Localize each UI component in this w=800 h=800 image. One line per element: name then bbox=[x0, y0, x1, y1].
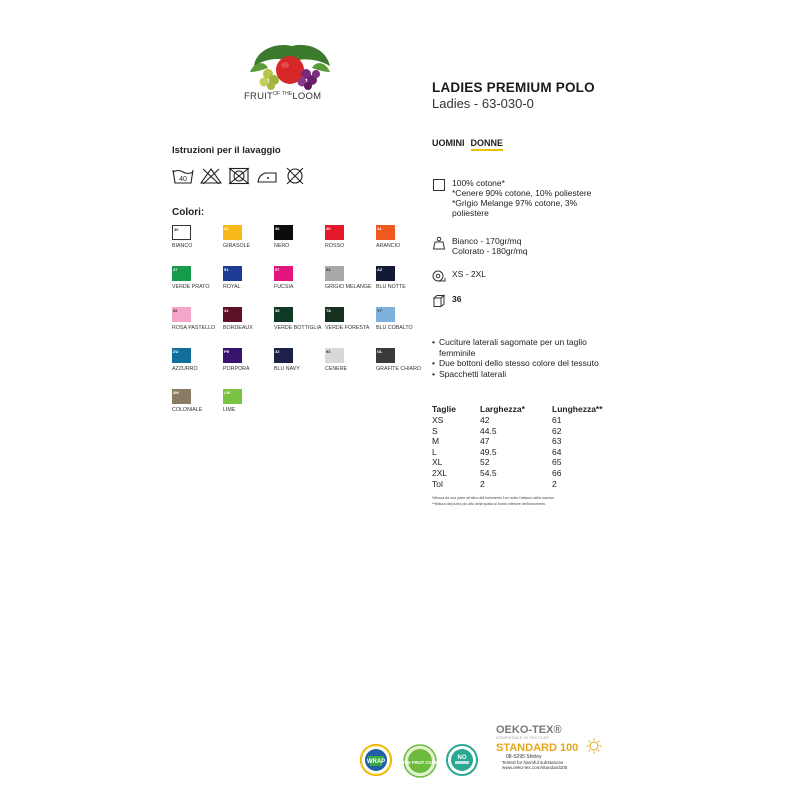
iron-low-icon bbox=[256, 167, 278, 185]
swatch-color-box bbox=[274, 225, 293, 240]
swatch-code: 41 bbox=[224, 308, 229, 313]
swatch-name: BLU NOTTE bbox=[376, 284, 406, 290]
fruit-code-icon bbox=[403, 744, 437, 778]
swatch-color-box bbox=[172, 307, 191, 322]
size-table-cell: XS bbox=[432, 415, 444, 425]
swatch-name: COLONIALE bbox=[172, 407, 203, 413]
swatch-code: YT bbox=[377, 308, 383, 313]
no-badge bbox=[446, 744, 478, 776]
size-table-row bbox=[432, 426, 612, 437]
feature-item: • Spacchetti laterali bbox=[432, 369, 599, 380]
fabric-text bbox=[452, 178, 591, 218]
footnote-width: *Misura da una parte all'altra dell'indumento 1cm sotto l'attacco della manica bbox=[432, 496, 554, 500]
swatch-name: PORPORA bbox=[223, 366, 250, 372]
colors-title: Colori: bbox=[172, 207, 205, 218]
features-list bbox=[432, 337, 599, 379]
size-table-cell: 64 bbox=[552, 446, 562, 457]
size-table-cell: M bbox=[432, 436, 440, 447]
size-table-cell: Tol bbox=[432, 478, 443, 489]
size-table-cell: 2 bbox=[552, 478, 557, 489]
swatch-code: LM bbox=[224, 390, 230, 395]
svg-text:40: 40 bbox=[179, 176, 187, 183]
sizes-spec bbox=[432, 269, 486, 283]
svg-text:THE FRUIT CODE: THE FRUIT CODE bbox=[403, 760, 437, 765]
swatch-color-box bbox=[325, 266, 344, 281]
swatch-color-box bbox=[223, 307, 242, 322]
no-dry-clean-icon bbox=[284, 167, 306, 185]
color-swatch[interactable] bbox=[376, 348, 436, 376]
oeko-title: OEKO-TEX® bbox=[496, 724, 562, 736]
gender-tabs bbox=[432, 138, 503, 151]
size-table-row bbox=[432, 468, 612, 479]
swatch-color-box bbox=[376, 348, 395, 363]
swatch-color-box bbox=[172, 225, 191, 240]
swatch-name: AZZURRO bbox=[172, 366, 198, 372]
fruit-code-badge bbox=[403, 744, 435, 776]
color-swatch[interactable] bbox=[223, 389, 283, 417]
swatch-name: BORDEAUX bbox=[223, 325, 253, 331]
fabric-line: poliestere bbox=[452, 208, 489, 218]
no-bleach-icon bbox=[200, 167, 222, 185]
fabric-line: 100% cotone* bbox=[452, 178, 505, 188]
product-title: LADIES PREMIUM POLO bbox=[432, 80, 595, 95]
swatch-color-box bbox=[376, 307, 395, 322]
swatch-code: AZ bbox=[377, 267, 383, 272]
header-length: Lunghezza** bbox=[552, 404, 603, 414]
footnote-length: **Misura dal punto più alto della spalla al bordo inferiore dell'indumento. bbox=[432, 502, 546, 506]
swatch-code: GL bbox=[377, 349, 383, 354]
swatch-code: 93 bbox=[326, 349, 331, 354]
tab-uomini[interactable]: UOMINI bbox=[432, 138, 465, 148]
weight-text bbox=[452, 236, 528, 256]
swatch-code: 32 bbox=[275, 349, 280, 354]
size-table-cell: 47 bbox=[480, 436, 490, 447]
swatch-color-box bbox=[274, 266, 293, 281]
size-table-cell: 62 bbox=[552, 425, 562, 436]
swatch-color-box bbox=[376, 225, 395, 240]
weight-icon bbox=[432, 236, 446, 250]
swatch-color-box bbox=[274, 307, 293, 322]
size-table-row bbox=[432, 479, 612, 490]
size-table-cell: XL bbox=[432, 457, 443, 468]
swatch-name: GRIGIO MELANGE bbox=[325, 284, 372, 290]
oeko-tested: Tested for harmful substances bbox=[502, 760, 564, 765]
swatch-name: NERO bbox=[274, 243, 290, 249]
swatch-code: 57 bbox=[275, 267, 280, 272]
swatch-color-box bbox=[325, 225, 344, 240]
wrap-badge bbox=[360, 744, 392, 776]
swatch-code: 52 bbox=[173, 308, 178, 313]
size-table-cell: 61 bbox=[552, 415, 562, 425]
size-table-cell: 2 bbox=[480, 478, 485, 489]
fabric-spec bbox=[432, 178, 591, 218]
swatch-color-box bbox=[172, 389, 191, 404]
swatch-color-box bbox=[325, 348, 344, 363]
swatch-code: 30 bbox=[174, 227, 179, 232]
color-swatch[interactable] bbox=[376, 225, 436, 253]
wrap-logo-icon bbox=[360, 744, 392, 776]
oeko-id: 08-S295 Shirley bbox=[506, 754, 542, 760]
feature-item: femminile bbox=[439, 347, 476, 358]
swatch-code: 44 bbox=[377, 226, 382, 231]
size-table-row bbox=[432, 447, 612, 458]
swatch-code: 34 bbox=[224, 226, 229, 231]
size-tape-icon bbox=[432, 269, 446, 283]
weight-line: Colorato - 180gr/mq bbox=[452, 246, 528, 256]
oeko-url: www.oeko-tex.com/standard100 bbox=[502, 765, 568, 770]
size-table bbox=[432, 403, 612, 489]
swatch-code: PE bbox=[224, 349, 230, 354]
swatch-code: 47 bbox=[173, 267, 178, 272]
size-table-row bbox=[432, 457, 612, 468]
oeko-subtitle: CONFIDENCE IN TEXTILES bbox=[496, 736, 549, 740]
fabric-icon bbox=[432, 178, 446, 192]
swatch-name: BLU COBALTO bbox=[376, 325, 413, 331]
size-table-row bbox=[432, 436, 612, 447]
weight-spec bbox=[432, 236, 528, 256]
sizes-text: XS - 2XL bbox=[452, 269, 487, 279]
svg-text:WRAP: WRAP bbox=[366, 759, 386, 765]
svg-text:NO: NO bbox=[457, 755, 467, 761]
size-table-cell: 52 bbox=[480, 457, 490, 468]
swatch-name: BLU NAVY bbox=[274, 366, 300, 372]
swatch-code: 36 bbox=[275, 226, 280, 231]
swatch-color-box bbox=[223, 389, 242, 404]
oeko-sun-icon bbox=[586, 738, 602, 754]
size-table-cell: 42 bbox=[480, 415, 490, 425]
wash-instructions-title: Istruzioni per il lavaggio bbox=[172, 145, 281, 156]
size-table-cell: 49.5 bbox=[480, 446, 497, 457]
weight-line: Bianco - 170gr/mq bbox=[452, 236, 522, 246]
swatch-color-box bbox=[274, 348, 293, 363]
swatch-code: 40 bbox=[326, 226, 331, 231]
size-table-row bbox=[432, 415, 612, 426]
swatch-color-box bbox=[172, 266, 191, 281]
swatch-color-box bbox=[223, 225, 242, 240]
size-table-header bbox=[432, 403, 612, 415]
swatch-color-box bbox=[223, 266, 242, 281]
size-table-cell: 66 bbox=[552, 467, 562, 478]
tab-donne[interactable]: DONNE bbox=[471, 138, 504, 151]
swatch-name: ROSA PASTELLO bbox=[172, 325, 216, 331]
swatch-color-box bbox=[376, 266, 395, 281]
pack-spec bbox=[432, 294, 461, 308]
no-tumble-dry-icon bbox=[228, 167, 250, 185]
box-icon bbox=[432, 294, 446, 308]
feature-item: • Cuciture laterali sagomate per un taglio bbox=[432, 337, 599, 348]
swatch-name: VERDE BOTTIGLIA bbox=[274, 325, 322, 331]
size-table-cell: 63 bbox=[552, 436, 562, 447]
swatch-name: ROYAL bbox=[223, 284, 241, 290]
swatch-code: 3M bbox=[173, 390, 179, 395]
fruit-cluster-icon bbox=[246, 40, 334, 90]
wash-icons bbox=[172, 167, 306, 185]
color-swatch[interactable] bbox=[376, 266, 436, 294]
swatch-name: GRAFITE CHIARO bbox=[376, 366, 422, 372]
swatch-name: BIANCO bbox=[172, 243, 193, 249]
size-table-cell: 44.5 bbox=[480, 425, 497, 436]
oeko-standard: STANDARD 100 bbox=[496, 742, 579, 754]
swatch-name: VERDE PRATO bbox=[172, 284, 210, 290]
pack-text: 36 bbox=[452, 294, 462, 304]
swatch-name: ROSSO bbox=[325, 243, 345, 249]
fabric-line: *Grigio Melange 97% cotone, 3% bbox=[452, 198, 578, 208]
brand-wordmark: $FRUIT^{OF THE}LOOM$ bbox=[244, 91, 322, 103]
no-chemicals-icon bbox=[446, 744, 478, 776]
wash-40-icon bbox=[172, 167, 194, 185]
swatch-name: GIRASOLE bbox=[223, 243, 251, 249]
swatch-color-box bbox=[223, 348, 242, 363]
feature-item: • Due bottoni dello stesso colore del tessuto bbox=[432, 358, 599, 369]
size-table-cell: S bbox=[432, 425, 438, 436]
swatch-name: VERDE FORESTA bbox=[325, 325, 370, 331]
swatch-name: CENERE bbox=[325, 366, 348, 372]
swatch-code: 51 bbox=[224, 267, 229, 272]
swatch-name: ARANCIO bbox=[376, 243, 401, 249]
size-table-cell: 54.5 bbox=[480, 467, 497, 478]
swatch-code: ZU bbox=[173, 349, 179, 354]
swatch-code: TA bbox=[326, 308, 332, 313]
swatch-code: 94 bbox=[326, 267, 331, 272]
brand-logo bbox=[244, 40, 336, 110]
swatch-color-box bbox=[172, 348, 191, 363]
swatch-name: FUCSIA bbox=[274, 284, 294, 290]
product-subtitle: Ladies - 63-030-0 bbox=[432, 96, 534, 111]
size-table-cell: 65 bbox=[552, 457, 562, 468]
size-table-cell: 2XL bbox=[432, 467, 448, 478]
swatch-code: 38 bbox=[275, 308, 280, 313]
header-size: Taglie bbox=[432, 404, 456, 414]
size-table-cell: L bbox=[432, 446, 437, 457]
header-width: Larghezza* bbox=[480, 404, 525, 414]
swatch-color-box bbox=[325, 307, 344, 322]
swatch-name: LIME bbox=[223, 407, 236, 413]
color-swatch[interactable] bbox=[376, 307, 436, 335]
fabric-line: *Cenere 90% cotone, 10% poliestere bbox=[452, 188, 592, 198]
